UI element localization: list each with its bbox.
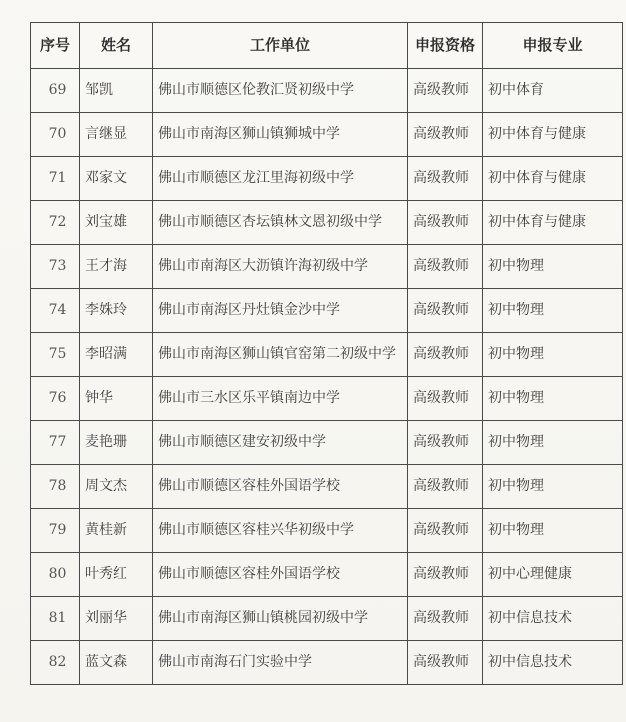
table-row xyxy=(31,465,623,509)
table-row xyxy=(31,157,623,201)
table-row xyxy=(31,641,623,685)
row-qualification: 高级教师 xyxy=(408,245,483,289)
row-work-unit: 佛山市顺德区容桂外国语学校 xyxy=(153,553,408,597)
row-serial: 79 xyxy=(31,509,80,553)
row-serial: 81 xyxy=(31,597,80,641)
header-name: 姓名 xyxy=(80,23,153,69)
header-work-unit: 工作单位 xyxy=(153,23,408,69)
row-major: 初中信息技术 xyxy=(483,597,623,641)
row-qualification: 高级教师 xyxy=(408,289,483,333)
table-row xyxy=(31,113,623,157)
row-major: 初中体育 xyxy=(483,69,623,113)
row-major: 初中物理 xyxy=(483,245,623,289)
row-qualification: 高级教师 xyxy=(408,333,483,377)
row-serial: 77 xyxy=(31,421,80,465)
table-header-row xyxy=(31,23,623,69)
row-major: 初中物理 xyxy=(483,289,623,333)
row-qualification: 高级教师 xyxy=(408,377,483,421)
row-name: 王才海 xyxy=(80,245,153,289)
row-work-unit: 佛山市三水区乐平镇南边中学 xyxy=(153,377,408,421)
table-row xyxy=(31,201,623,245)
row-serial: 74 xyxy=(31,289,80,333)
row-name: 邓家文 xyxy=(80,157,153,201)
table-row xyxy=(31,245,623,289)
row-major: 初中体育与健康 xyxy=(483,157,623,201)
table-row xyxy=(31,289,623,333)
row-qualification: 高级教师 xyxy=(408,113,483,157)
row-name: 叶秀红 xyxy=(80,553,153,597)
row-name: 刘丽华 xyxy=(80,597,153,641)
row-qualification: 高级教师 xyxy=(408,201,483,245)
row-qualification: 高级教师 xyxy=(408,157,483,201)
row-serial: 78 xyxy=(31,465,80,509)
row-qualification: 高级教师 xyxy=(408,597,483,641)
table-row xyxy=(31,597,623,641)
row-serial: 69 xyxy=(31,69,80,113)
row-major: 初中物理 xyxy=(483,421,623,465)
row-major: 初中物理 xyxy=(483,333,623,377)
row-work-unit: 佛山市顺德区容桂外国语学校 xyxy=(153,465,408,509)
row-work-unit: 佛山市顺德区容桂兴华初级中学 xyxy=(153,509,408,553)
header-major: 申报专业 xyxy=(483,23,623,69)
row-work-unit: 佛山市南海区狮山镇官窑第二初级中学 xyxy=(153,333,408,377)
row-work-unit: 佛山市南海区丹灶镇金沙中学 xyxy=(153,289,408,333)
table-row xyxy=(31,421,623,465)
row-major: 初中物理 xyxy=(483,509,623,553)
row-work-unit: 佛山市南海区狮山镇狮城中学 xyxy=(153,113,408,157)
row-name: 言继显 xyxy=(80,113,153,157)
row-work-unit: 佛山市顺德区伦教汇贤初级中学 xyxy=(153,69,408,113)
row-major: 初中物理 xyxy=(483,465,623,509)
row-qualification: 高级教师 xyxy=(408,641,483,685)
header-qualification: 申报资格 xyxy=(408,23,483,69)
row-work-unit: 佛山市南海石门实验中学 xyxy=(153,641,408,685)
row-qualification: 高级教师 xyxy=(408,509,483,553)
row-serial: 80 xyxy=(31,553,80,597)
row-name: 李昭满 xyxy=(80,333,153,377)
row-qualification: 高级教师 xyxy=(408,465,483,509)
row-qualification: 高级教师 xyxy=(408,421,483,465)
row-serial: 70 xyxy=(31,113,80,157)
row-work-unit: 佛山市南海区狮山镇桃园初级中学 xyxy=(153,597,408,641)
table-row xyxy=(31,69,623,113)
row-work-unit: 佛山市顺德区龙江里海初级中学 xyxy=(153,157,408,201)
table-body xyxy=(31,69,623,685)
row-serial: 82 xyxy=(31,641,80,685)
row-work-unit: 佛山市南海区大沥镇许海初级中学 xyxy=(153,245,408,289)
row-name: 钟华 xyxy=(80,377,153,421)
row-qualification: 高级教师 xyxy=(408,69,483,113)
row-serial: 75 xyxy=(31,333,80,377)
row-major: 初中心理健康 xyxy=(483,553,623,597)
table-row xyxy=(31,333,623,377)
table-row xyxy=(31,553,623,597)
row-serial: 71 xyxy=(31,157,80,201)
row-name: 周文杰 xyxy=(80,465,153,509)
applicant-table xyxy=(30,22,623,685)
row-work-unit: 佛山市顺德区杏坛镇林文恩初级中学 xyxy=(153,201,408,245)
row-major: 初中信息技术 xyxy=(483,641,623,685)
row-serial: 73 xyxy=(31,245,80,289)
row-work-unit: 佛山市顺德区建安初级中学 xyxy=(153,421,408,465)
header-serial: 序号 xyxy=(31,23,80,69)
table-row xyxy=(31,509,623,553)
row-name: 李姝玲 xyxy=(80,289,153,333)
row-qualification: 高级教师 xyxy=(408,553,483,597)
table-row xyxy=(31,377,623,421)
row-name: 黄桂新 xyxy=(80,509,153,553)
row-name: 邹凯 xyxy=(80,69,153,113)
row-name: 刘宝雄 xyxy=(80,201,153,245)
row-major: 初中体育与健康 xyxy=(483,201,623,245)
row-name: 麦艳珊 xyxy=(80,421,153,465)
row-name: 蓝文森 xyxy=(80,641,153,685)
row-major: 初中体育与健康 xyxy=(483,113,623,157)
row-major: 初中物理 xyxy=(483,377,623,421)
row-serial: 76 xyxy=(31,377,80,421)
row-serial: 72 xyxy=(31,201,80,245)
